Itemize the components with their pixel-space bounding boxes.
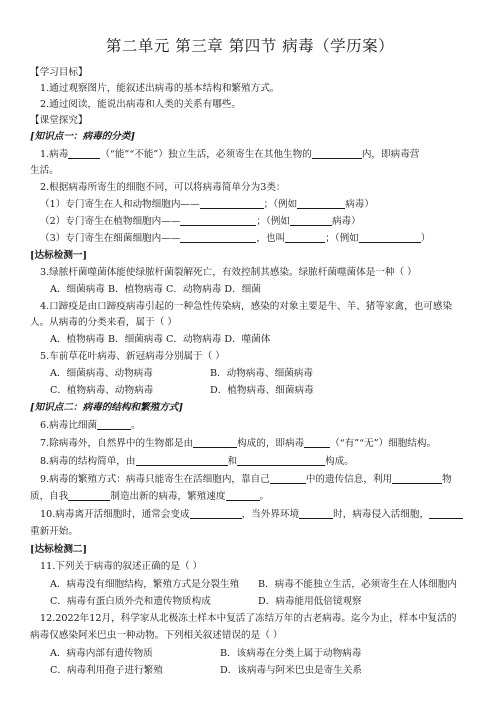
page-title: 第二单元 第三章 第四节 病毒（学历案） [105,37,395,55]
question-12-option-c: C．病毒利用孢子进行繁殖 [50,665,163,676]
answer-blank[interactable] [237,455,325,466]
answer-blank[interactable] [285,232,325,243]
answer-blank[interactable] [68,490,110,501]
question-4-line2: 人。从病毒的分类来看，属于（ ） [30,317,177,328]
question-2-3: （3）专门寄生在细菌细胞内—— ，也叫 ；（例如 ） [40,233,431,244]
question-5-option-b: B．动物病毒、细菌病毒 [210,368,313,379]
question-5-option-c: C．植物病毒、动物病毒 [50,385,154,396]
question-9-line1: 9.病毒的繁殖方式：病毒只能寄生在活细胞内，靠自己 中的遗传信息，利用 物 [40,474,452,485]
answer-blank[interactable] [68,148,100,159]
question-11-option-b: B．病毒不能独立生活，必须寄生在人体细胞内 [258,579,457,590]
question-12-line1: 12.2022年12月，科学家从北极冻土样本中复活了冻结万年的古老病毒。迄今为止，样本中复活的 [40,613,457,624]
question-10-line2: 重新开始。 [30,526,78,537]
answer-blank[interactable] [193,437,237,448]
answer-blank[interactable] [97,419,131,430]
question-5-option-a: A．细菌病毒、动物病毒 [50,368,153,379]
classroom-explore-heading: 【课堂探究】 [30,115,88,126]
question-10-line1: 10.病毒离开活细胞时，通常会变成 ，当外界环境 时，病毒侵入活细胞， [40,508,488,522]
question-12-line2: 病毒仅感染阿米巴虫一种动物。下列相关叙述错误的是（ ） [30,630,283,641]
knowledge-point-2-heading: [知识点二：病毒的结构和繁殖方式] [30,402,183,413]
answer-blank[interactable] [180,232,256,243]
answer-blank[interactable] [200,198,264,209]
question-12-option-b: B．该病毒在分类上属于动物病毒 [220,648,362,659]
question-5-option-d: D．植物病毒、细菌病毒 [210,385,314,396]
answer-blank[interactable] [312,148,362,159]
answer-blank[interactable] [290,215,332,226]
answer-blank[interactable] [304,437,330,448]
question-1: 1.病毒 （“能”“不能”）独立生活，必须寄生在其他生物的 内，即病毒营 [40,149,420,160]
question-7: 7.除病毒外，自然界中的生物都是由 构成的，即病毒 （“有”“无”）细胞结构。 [40,438,437,449]
question-11: 11.下列关于病毒的叙述正确的是（ ） [40,561,203,572]
check-1-heading: [达标检测一] [30,250,88,261]
answer-blank[interactable] [136,455,228,466]
question-11-option-d: D．病毒能用低倍镜观察 [258,596,362,607]
question-9-line2: 质，自我 制造出新的病毒，繁殖速度 。 [30,491,270,502]
goal-2: 2.通过阅读，能说出病毒和人类的关系有哪些。 [40,99,242,110]
check-2-heading: [达标检测二] [30,544,88,555]
question-3-options: A．细菌病毒 B．植物病毒 C．动物病毒 D．细菌 [50,284,261,295]
question-4-line1: 4.口蹄疫是由口蹄疫病毒引起的一种急性传染病，感染的对象主要是牛、羊、猪等家禽，也可感染 [40,301,453,312]
question-6: 6.病毒比细菌 。 [40,420,141,431]
knowledge-point-1-heading: [知识点一：病毒的分类] [30,131,136,142]
question-4-options: A．植物病毒 B．细菌病毒 C．动物病毒 D．噬菌体 [50,334,271,345]
learning-goals-heading: 【学习目标】 [30,67,88,78]
answer-blank[interactable] [226,490,260,501]
answer-blank[interactable] [429,508,463,519]
question-12-option-d: D．该病毒与阿米巴虫是寄生关系 [220,665,363,676]
answer-blank[interactable] [270,473,306,484]
question-2-1: （1）专门寄生在人和动物细胞内—— ；（例如 病毒） [40,199,374,210]
answer-blank[interactable] [190,508,242,519]
goal-1: 1.通过观察图片，能叙述出病毒的基本结构和繁殖方式。 [40,83,280,94]
answer-blank[interactable] [392,473,442,484]
question-2: 2.根据病毒所寄生的细胞不同，可以将病毒简单分为3类： [40,182,286,193]
question-3: 3.绿脓杆菌噬菌体能使绿脓杆菌裂解死亡，有效控制其感染。绿脓杆菌噬菌体是一种（ ） [40,267,417,278]
answer-blank[interactable] [180,215,256,226]
answer-blank[interactable] [299,508,333,519]
question-11-option-a: A．病毒没有细胞结构，繁殖方式是分裂生殖 [50,579,240,590]
question-1-cont: 生活。 [30,165,59,176]
question-5: 5.车前草花叶病毒、新冠病毒分别属于（ ） [40,351,225,362]
question-11-option-c: C．病毒有蛋白质外壳和遗传物质构成 [50,596,211,607]
answer-blank[interactable] [359,232,421,243]
question-8: 8.病毒的结构简单，由 和 构成。 [40,456,354,467]
question-2-2: （2）专门寄生在植物细胞内—— ；（例如 病毒） [40,216,361,227]
question-12-option-a: A．病毒内部有遗传物质 [50,648,153,659]
answer-blank[interactable] [297,198,345,209]
